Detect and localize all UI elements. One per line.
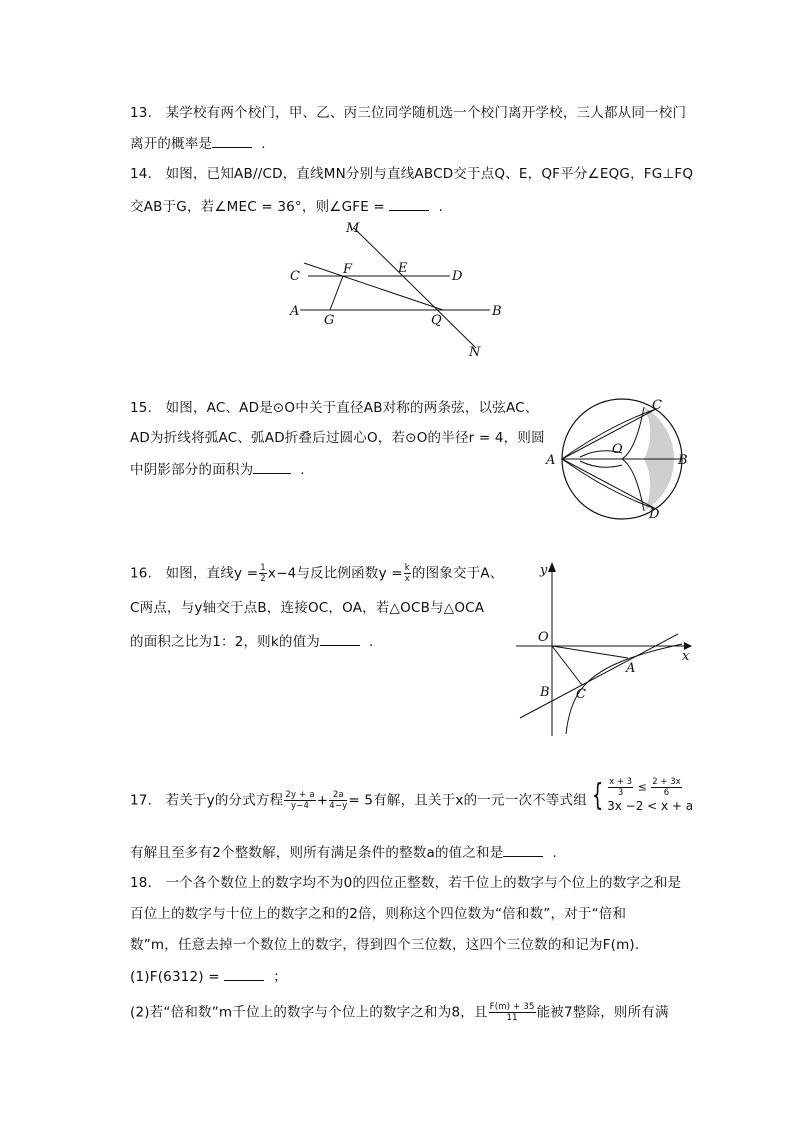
label-A: A: [290, 304, 300, 319]
q17-text-2: 有解且至多有2个整数解，则所有满足条件的整数a的值之和是: [130, 845, 504, 861]
q17-inequality-system: { $\frac{x + 3}{3}$ ≤ $\frac{2 + 3x}{6}$ 3x −2 < x + a: [591, 777, 694, 813]
q16-line1: 16. 如图，直线y = $\frac{1}{2}$ x−4与反比例函数y = $\frac{k}{x}$ 的图象交于A、: [130, 563, 504, 584]
frac-Fm: $\frac{F(m) + 35}{11}$: [489, 1002, 535, 1023]
label-N: N: [469, 345, 481, 360]
q16-figure: [510, 558, 700, 742]
q15-line3: 中阴影部分的面积为 .: [130, 459, 305, 480]
label-D: D: [649, 507, 660, 522]
frac-1-2: $\frac{1}{2}$: [260, 563, 266, 584]
label-y: y: [540, 563, 548, 578]
label-M: M: [346, 221, 360, 236]
q15-figure: [540, 395, 700, 523]
label-x: x: [682, 649, 690, 664]
frac-k-x: $\frac{k}{x}$: [404, 563, 410, 584]
q17-answer-blank[interactable]: [503, 842, 543, 857]
label-B: B: [492, 304, 502, 319]
q13-text-2: 离开的概率是: [130, 136, 213, 152]
q13-text: 某学校有两个校门，甲、乙、丙三位同学随机选一个校门离开学校，三人都从同一校门: [165, 105, 687, 121]
label-C: C: [576, 687, 586, 702]
q16-text-2: C两点，与y轴交于点B，连接OC，OA，若△OCB与△OCA: [130, 600, 485, 616]
q15-line2: [130, 428, 545, 448]
q18-text-2: 百位上的数字与十位上的数字之和的2倍，则称这个四位数为“倍和数”，对于“倍和: [130, 906, 627, 922]
q14-figure: [280, 216, 510, 361]
q14-line2: 交AB于G，若∠MEC = 36°，则∠GFE = .: [130, 196, 443, 217]
q16-line3: 的面积之比为1：2，则k的值为 .: [130, 631, 373, 652]
q13-line1: [130, 103, 686, 123]
q16-answer-blank[interactable]: [320, 631, 360, 646]
q15-number: 15.: [130, 400, 153, 416]
q16-text-3: 的面积之比为1：2，则k的值为: [130, 634, 320, 650]
q17-line1: 17. 若关于y的分式方程 $\frac{2y + a}{y-4}$ + $\frac{2a}{4-y}$ = 5有解，且关于x的一元一次不等式组: [130, 790, 587, 811]
q15-line1: [130, 398, 538, 418]
q15-text-3: 中阴影部分的面积为: [130, 462, 254, 478]
label-O: O: [612, 442, 623, 457]
q18-part1: (1)F(6312) = ；: [130, 966, 287, 987]
q18-line1: [130, 873, 681, 893]
label-E: E: [398, 261, 408, 276]
q14-line1: [130, 164, 693, 184]
q15-text-2: AD为折线将弧AC、弧AD折叠后过圆心O，若⊙O的半径r = 4，则圆: [130, 430, 545, 446]
label-C: C: [290, 269, 300, 284]
label-D: D: [452, 269, 463, 284]
q13-line2: 离开的概率是 .: [130, 133, 266, 154]
q18-part2: (2)若“倍和数”m千位上的数字与个位上的数字之和为8，且 $\frac{F(m) + 35}{11}$ 能被7整除，则所有满: [130, 1002, 669, 1023]
q13-number: 13.: [130, 105, 153, 121]
q18-part1-answer-blank[interactable]: [224, 966, 264, 981]
label-O: O: [538, 630, 549, 645]
q17-line2: 有解且至多有2个整数解，则所有满足条件的整数a的值之和是 .: [130, 842, 557, 863]
q16-number: 16.: [130, 565, 153, 582]
q18-line2: [130, 904, 626, 924]
q14-number: 14.: [130, 166, 153, 182]
q14-text-2: 交AB于G，若∠MEC = 36°，则∠GFE =: [130, 199, 385, 215]
brace-icon: {: [591, 777, 604, 813]
q16-line2: [130, 598, 484, 618]
frac-eq-1: $\frac{2y + a}{y-4}$: [285, 790, 315, 811]
label-A: A: [546, 453, 556, 468]
label-B: B: [540, 685, 550, 700]
label-A: A: [626, 661, 636, 676]
q14-answer-blank[interactable]: [389, 196, 429, 211]
q18-text: 一个各个数位上的数字均不为0的四位正整数，若千位上的数字与个位上的数字之和是: [165, 875, 682, 891]
label-B: B: [678, 453, 688, 468]
label-C: C: [652, 398, 662, 413]
q13-answer-blank[interactable]: [212, 133, 252, 148]
q18-text-3: 数”m，任意去掉一个数位上的数字，得到四个三位数，这四个三位数的和记为F(m).: [130, 937, 640, 953]
label-Q: Q: [431, 313, 442, 328]
q17-number: 17.: [130, 792, 153, 809]
q18-line3: [130, 935, 639, 955]
q15-answer-blank[interactable]: [253, 459, 291, 474]
q15-text: 如图，AC、AD是⊙O中关于直径AB对称的两条弦，以弦AC、: [165, 400, 539, 416]
label-F: F: [343, 262, 353, 277]
label-G: G: [324, 313, 335, 328]
frac-eq-2: $\frac{2a}{4-y}$: [329, 790, 348, 811]
q18-number: 18.: [130, 875, 153, 891]
q14-text: 如图，已知AB//CD，直线MN分别与直线ABCD交于点Q、E，QF平分∠EQG，FG⊥FQ: [165, 166, 694, 182]
